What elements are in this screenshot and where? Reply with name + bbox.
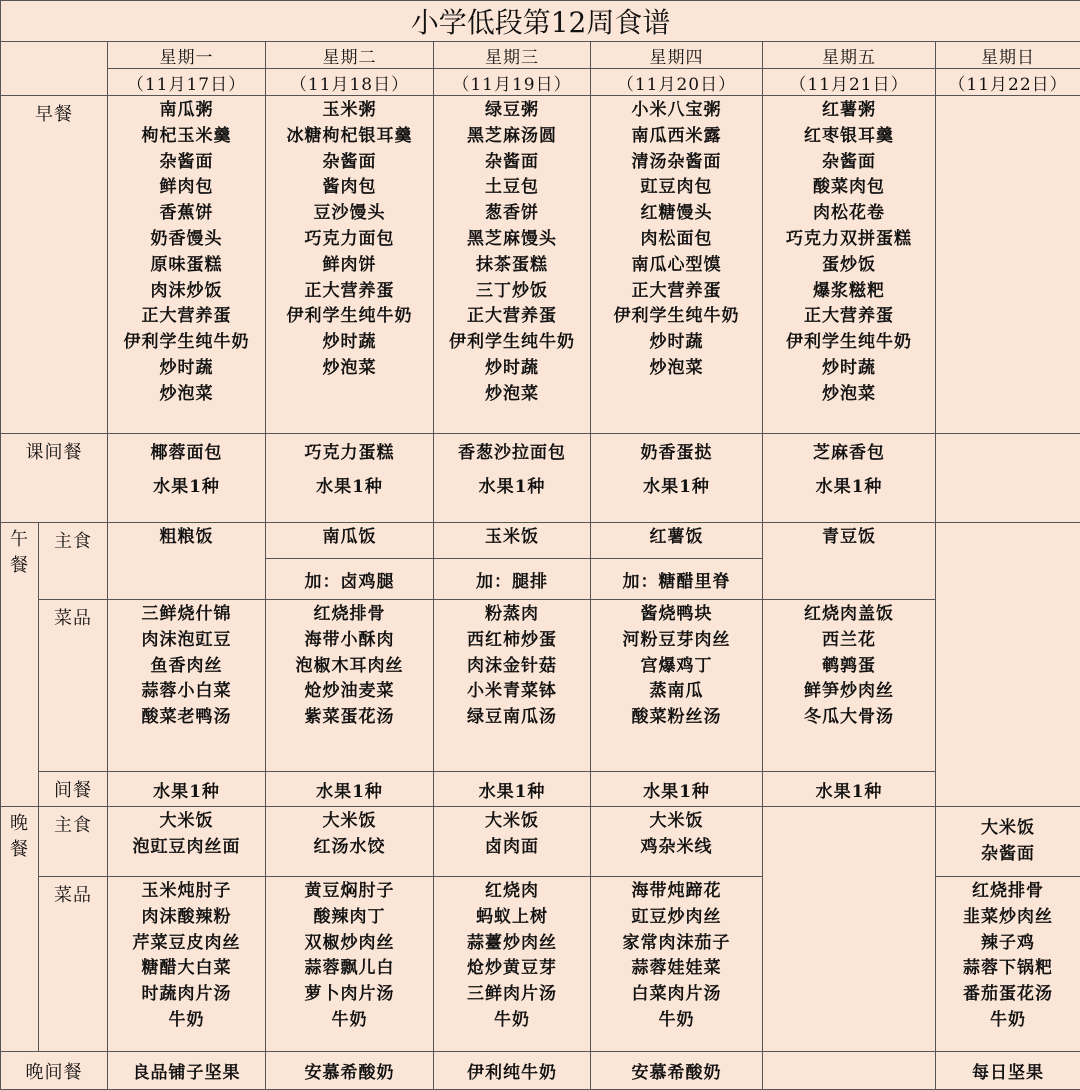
menu-item: 酱肉包 xyxy=(266,175,433,201)
menu-item: 鲜笋炒肉丝 xyxy=(763,679,935,705)
day-date: （11月17日） xyxy=(108,69,266,96)
morning-snack-cell xyxy=(591,434,763,523)
night-snack-cell: 安慕希酸奶 xyxy=(591,1052,763,1090)
menu-item: 宫爆鸡丁 xyxy=(591,654,762,680)
menu-item: 杂酱面 xyxy=(108,150,265,176)
menu-item: 水果1种 xyxy=(266,470,433,504)
menu-item: 芹菜豆皮肉丝 xyxy=(108,931,265,957)
menu-item: 蛋炒饭 xyxy=(763,253,935,279)
sunday-morning-snack-cell xyxy=(936,434,1080,523)
dinner-staple-cell xyxy=(434,807,591,877)
menu-item: 鸡杂米线 xyxy=(591,835,762,861)
dinner-dishes-cell xyxy=(591,877,763,1052)
menu-item: 大米饭 xyxy=(591,809,762,835)
menu-item: 牛奶 xyxy=(108,1008,265,1034)
menu-item: 牛奶 xyxy=(936,1008,1080,1034)
breakfast-cell xyxy=(434,96,591,434)
menu-item: 土豆包 xyxy=(434,175,590,201)
night-snack-cell: 每日坚果 xyxy=(936,1052,1080,1090)
day-name: 星期四 xyxy=(591,42,763,69)
afternoon-snack-cell: 水果1种 xyxy=(763,772,936,807)
menu-item: 炒时蔬 xyxy=(591,330,762,356)
menu-item: 水果1种 xyxy=(591,470,762,504)
menu-item: 蒸南瓜 xyxy=(591,679,762,705)
day-name: 星期二 xyxy=(266,42,434,69)
menu-item: 伊利学生纯牛奶 xyxy=(108,330,265,356)
morning-snack-cell xyxy=(434,434,591,523)
sunday-dinner-dishes-cell xyxy=(936,877,1080,1052)
morning-snack-cell xyxy=(266,434,434,523)
menu-item: 大米饭 xyxy=(434,809,590,835)
menu-item: 奶香蛋挞 xyxy=(591,436,762,470)
menu-item: 三丁炒饭 xyxy=(434,279,590,305)
menu-item: 巧克力双拼蛋糕 xyxy=(763,227,935,253)
menu-item: 红烧排骨 xyxy=(936,879,1080,905)
menu-item: 家常肉沫茄子 xyxy=(591,931,762,957)
dinner-staple-cell xyxy=(591,807,763,877)
row-label-night-snack: 晚间餐 xyxy=(1,1052,108,1090)
day-date: （11月22日） xyxy=(936,69,1080,96)
menu-item: 水果1种 xyxy=(434,470,590,504)
sunday-breakfast-cell xyxy=(936,96,1080,434)
menu-item: 水果1种 xyxy=(108,470,265,504)
menu-item: 红烧肉盖饭 xyxy=(763,602,935,628)
menu-item: 河粉豆芽肉丝 xyxy=(591,628,762,654)
friday-night-snack-cell xyxy=(763,1052,936,1090)
menu-item: 鱼香肉丝 xyxy=(108,654,265,680)
menu-item: 红烧排骨 xyxy=(266,602,433,628)
menu-item: 南瓜饭 xyxy=(266,525,433,551)
menu-item: 绿豆南瓜汤 xyxy=(434,705,590,731)
menu-item: 肉松面包 xyxy=(591,227,762,253)
menu-item: 鹌鹑蛋 xyxy=(763,654,935,680)
menu-item: 清汤杂酱面 xyxy=(591,150,762,176)
menu-item: 白菜肉片汤 xyxy=(591,982,762,1008)
menu-item: 肉沫泡豇豆 xyxy=(108,628,265,654)
menu-item: 酱烧鸭块 xyxy=(591,602,762,628)
menu-item: 萝卜肉片汤 xyxy=(266,982,433,1008)
menu-item: 爆浆糍粑 xyxy=(763,279,935,305)
menu-item: 酸菜老鸭汤 xyxy=(108,705,265,731)
menu-item: 南瓜心型馍 xyxy=(591,253,762,279)
day-date: （11月21日） xyxy=(763,69,936,96)
menu-item: 蒜蓉飘儿白 xyxy=(266,956,433,982)
menu-item: 大米饭 xyxy=(266,809,433,835)
menu-item: 大米饭 xyxy=(936,816,1080,842)
menu-item: 红烧肉 xyxy=(434,879,590,905)
menu-item: 红汤水饺 xyxy=(266,835,433,861)
menu-item: 黑芝麻汤圆 xyxy=(434,124,590,150)
header-corner xyxy=(1,42,108,96)
morning-snack-cell xyxy=(763,434,936,523)
lunch-dishes-cell xyxy=(108,600,266,772)
lunch-staple-cell xyxy=(434,523,591,559)
dinner-dishes-cell xyxy=(434,877,591,1052)
menu-item: 伊利学生纯牛奶 xyxy=(434,330,590,356)
menu-item: 三鲜肉片汤 xyxy=(434,982,590,1008)
sunday-dinner-staple-cell xyxy=(936,807,1080,877)
sunday-lunch-staple-cell xyxy=(936,523,1080,600)
night-snack-cell: 伊利纯牛奶 xyxy=(434,1052,591,1090)
lunch-extra-cell: 加：卤鸡腿 xyxy=(266,559,434,600)
row-label-breakfast: 早餐 xyxy=(1,96,108,434)
lunch-dishes-cell xyxy=(434,600,591,772)
day-date: （11月19日） xyxy=(434,69,591,96)
menu-item: 炒泡菜 xyxy=(591,356,762,382)
menu-item: 蒜蓉娃娃菜 xyxy=(591,956,762,982)
menu-item: 大米饭 xyxy=(108,809,265,835)
lunch-staple-cell xyxy=(266,523,434,559)
menu-item: 泡椒木耳肉丝 xyxy=(266,654,433,680)
menu-item: 炒时蔬 xyxy=(763,356,935,382)
menu-item: 枸杞玉米羹 xyxy=(108,124,265,150)
menu-item: 卤肉面 xyxy=(434,835,590,861)
menu-item: 时蔬肉片汤 xyxy=(108,982,265,1008)
dinner-label-char: 餐 xyxy=(1,837,38,863)
row-label-dinner xyxy=(1,807,39,1052)
menu-item: 南瓜粥 xyxy=(108,98,265,124)
lunch-dishes-cell xyxy=(763,600,936,772)
lunch-label-char: 餐 xyxy=(1,553,38,579)
menu-item: 正大营养蛋 xyxy=(434,304,590,330)
menu-item: 炒时蔬 xyxy=(434,356,590,382)
menu-item: 三鲜烧什锦 xyxy=(108,602,265,628)
breakfast-cell xyxy=(591,96,763,434)
menu-item: 伊利学生纯牛奶 xyxy=(266,304,433,330)
menu-item: 杂酱面 xyxy=(266,150,433,176)
menu-item: 双椒炒肉丝 xyxy=(266,931,433,957)
menu-item: 酸菜肉包 xyxy=(763,175,935,201)
menu-item: 牛奶 xyxy=(266,1008,433,1034)
menu-item: 糖醋大白菜 xyxy=(108,956,265,982)
menu-item: 肉沫炒饭 xyxy=(108,279,265,305)
menu-item: 葱香饼 xyxy=(434,201,590,227)
menu-item: 炒泡菜 xyxy=(763,382,935,408)
menu-item: 牛奶 xyxy=(591,1008,762,1034)
menu-item: 抹茶蛋糕 xyxy=(434,253,590,279)
menu-item: 伊利学生纯牛奶 xyxy=(591,304,762,330)
menu-item: 红糖馒头 xyxy=(591,201,762,227)
night-snack-cell: 良品铺子坚果 xyxy=(108,1052,266,1090)
menu-item: 正大营养蛋 xyxy=(763,304,935,330)
menu-item: 紫菜蛋花汤 xyxy=(266,705,433,731)
menu-item: 巧克力面包 xyxy=(266,227,433,253)
menu-item: 水果1种 xyxy=(763,470,935,504)
lunch-extra-cell: 加：糖醋里脊 xyxy=(591,559,763,600)
menu-item: 小米青菜钵 xyxy=(434,679,590,705)
menu-item: 海带炖蹄花 xyxy=(591,879,762,905)
menu-item: 玉米炖肘子 xyxy=(108,879,265,905)
lunch-staple-cell xyxy=(108,523,266,600)
menu-item: 黑芝麻馒头 xyxy=(434,227,590,253)
lunch-label-char: 午 xyxy=(1,527,38,553)
menu-item: 蒜蓉下锅粑 xyxy=(936,956,1080,982)
day-name: 星期日 xyxy=(936,42,1080,69)
menu-item: 香葱沙拉面包 xyxy=(434,436,590,470)
menu-item: 绿豆粥 xyxy=(434,98,590,124)
menu-item: 牛奶 xyxy=(434,1008,590,1034)
row-label-lunch xyxy=(1,523,39,807)
menu-item: 鲜肉包 xyxy=(108,175,265,201)
menu-item: 炒时蔬 xyxy=(108,356,265,382)
menu-item: 辣子鸡 xyxy=(936,931,1080,957)
menu-item: 海带小酥肉 xyxy=(266,628,433,654)
row-label-morning-snack: 课间餐 xyxy=(1,434,108,523)
menu-item: 伊利学生纯牛奶 xyxy=(763,330,935,356)
menu-item: 酸菜粉丝汤 xyxy=(591,705,762,731)
menu-item: 香蕉饼 xyxy=(108,201,265,227)
menu-item: 杂酱面 xyxy=(936,842,1080,868)
row-label-dinner-staple: 主食 xyxy=(39,807,108,877)
day-name: 星期三 xyxy=(434,42,591,69)
menu-item: 西红柿炒蛋 xyxy=(434,628,590,654)
menu-item: 酸辣肉丁 xyxy=(266,905,433,931)
menu-item: 粉蒸肉 xyxy=(434,602,590,628)
breakfast-cell xyxy=(266,96,434,434)
menu-item: 冰糖枸杞银耳羹 xyxy=(266,124,433,150)
menu-item: 小米八宝粥 xyxy=(591,98,762,124)
day-date: （11月20日） xyxy=(591,69,763,96)
lunch-staple-cell xyxy=(763,523,936,600)
menu-item: 正大营养蛋 xyxy=(108,304,265,330)
menu-item: 炒泡菜 xyxy=(108,382,265,408)
menu-item: 炝炒黄豆芽 xyxy=(434,956,590,982)
menu-item: 豆沙馒头 xyxy=(266,201,433,227)
night-snack-cell: 安慕希酸奶 xyxy=(266,1052,434,1090)
menu-item: 韭菜炒肉丝 xyxy=(936,905,1080,931)
menu-item: 芝麻香包 xyxy=(763,436,935,470)
afternoon-snack-cell: 水果1种 xyxy=(266,772,434,807)
menu-item: 奶香馒头 xyxy=(108,227,265,253)
dinner-label-char: 晚 xyxy=(1,811,38,837)
menu-item: 番茄蛋花汤 xyxy=(936,982,1080,1008)
menu-item: 正大营养蛋 xyxy=(591,279,762,305)
menu-item: 豇豆肉包 xyxy=(591,175,762,201)
breakfast-cell xyxy=(108,96,266,434)
menu-item: 玉米粥 xyxy=(266,98,433,124)
menu-item: 炒时蔬 xyxy=(266,330,433,356)
sunday-lunch-dishes-cell xyxy=(936,600,1080,807)
lunch-dishes-cell xyxy=(266,600,434,772)
afternoon-snack-cell: 水果1种 xyxy=(591,772,763,807)
menu-item: 鲜肉饼 xyxy=(266,253,433,279)
menu-item: 炒泡菜 xyxy=(266,356,433,382)
menu-item: 青豆饭 xyxy=(763,525,935,551)
lunch-staple-cell xyxy=(591,523,763,559)
day-name: 星期一 xyxy=(108,42,266,69)
menu-item: 红枣银耳羹 xyxy=(763,124,935,150)
lunch-extra-cell: 加：腿排 xyxy=(434,559,591,600)
page-title: 小学低段第12周食谱 xyxy=(1,1,1080,42)
menu-item: 肉沫金针菇 xyxy=(434,654,590,680)
day-date: （11月18日） xyxy=(266,69,434,96)
menu-item: 炝炒油麦菜 xyxy=(266,679,433,705)
menu-item: 正大营养蛋 xyxy=(266,279,433,305)
menu-item: 蒜蓉小白菜 xyxy=(108,679,265,705)
menu-item: 粗粮饭 xyxy=(108,525,265,551)
afternoon-snack-cell: 水果1种 xyxy=(108,772,266,807)
menu-item: 红薯粥 xyxy=(763,98,935,124)
menu-item: 炒泡菜 xyxy=(434,382,590,408)
menu-item: 蚂蚁上树 xyxy=(434,905,590,931)
menu-item: 红薯饭 xyxy=(591,525,762,551)
morning-snack-cell xyxy=(108,434,266,523)
menu-item: 黄豆焖肘子 xyxy=(266,879,433,905)
row-label-afternoon-snack: 间餐 xyxy=(39,772,108,807)
menu-item: 肉沫酸辣粉 xyxy=(108,905,265,931)
lunch-dishes-cell xyxy=(591,600,763,772)
dinner-dishes-cell xyxy=(266,877,434,1052)
menu-item: 玉米饭 xyxy=(434,525,590,551)
menu-item: 肉松花卷 xyxy=(763,201,935,227)
breakfast-cell xyxy=(763,96,936,434)
friday-dinner-cell xyxy=(763,807,936,1052)
day-name: 星期五 xyxy=(763,42,936,69)
menu-item: 杂酱面 xyxy=(434,150,590,176)
menu-item: 杂酱面 xyxy=(763,150,935,176)
row-label-lunch-staple: 主食 xyxy=(39,523,108,600)
menu-item: 豇豆炒肉丝 xyxy=(591,905,762,931)
dinner-dishes-cell xyxy=(108,877,266,1052)
row-label-dinner-dishes: 菜品 xyxy=(39,877,108,1052)
dinner-staple-cell xyxy=(108,807,266,877)
afternoon-snack-cell: 水果1种 xyxy=(434,772,591,807)
menu-item: 蒜薹炒肉丝 xyxy=(434,931,590,957)
menu-item: 泡豇豆肉丝面 xyxy=(108,835,265,861)
menu-item: 巧克力蛋糕 xyxy=(266,436,433,470)
dinner-staple-cell xyxy=(266,807,434,877)
menu-item: 冬瓜大骨汤 xyxy=(763,705,935,731)
menu-item: 椰蓉面包 xyxy=(108,436,265,470)
menu-item: 西兰花 xyxy=(763,628,935,654)
menu-item: 南瓜西米露 xyxy=(591,124,762,150)
row-label-lunch-dishes: 菜品 xyxy=(39,600,108,772)
menu-item: 原味蛋糕 xyxy=(108,253,265,279)
